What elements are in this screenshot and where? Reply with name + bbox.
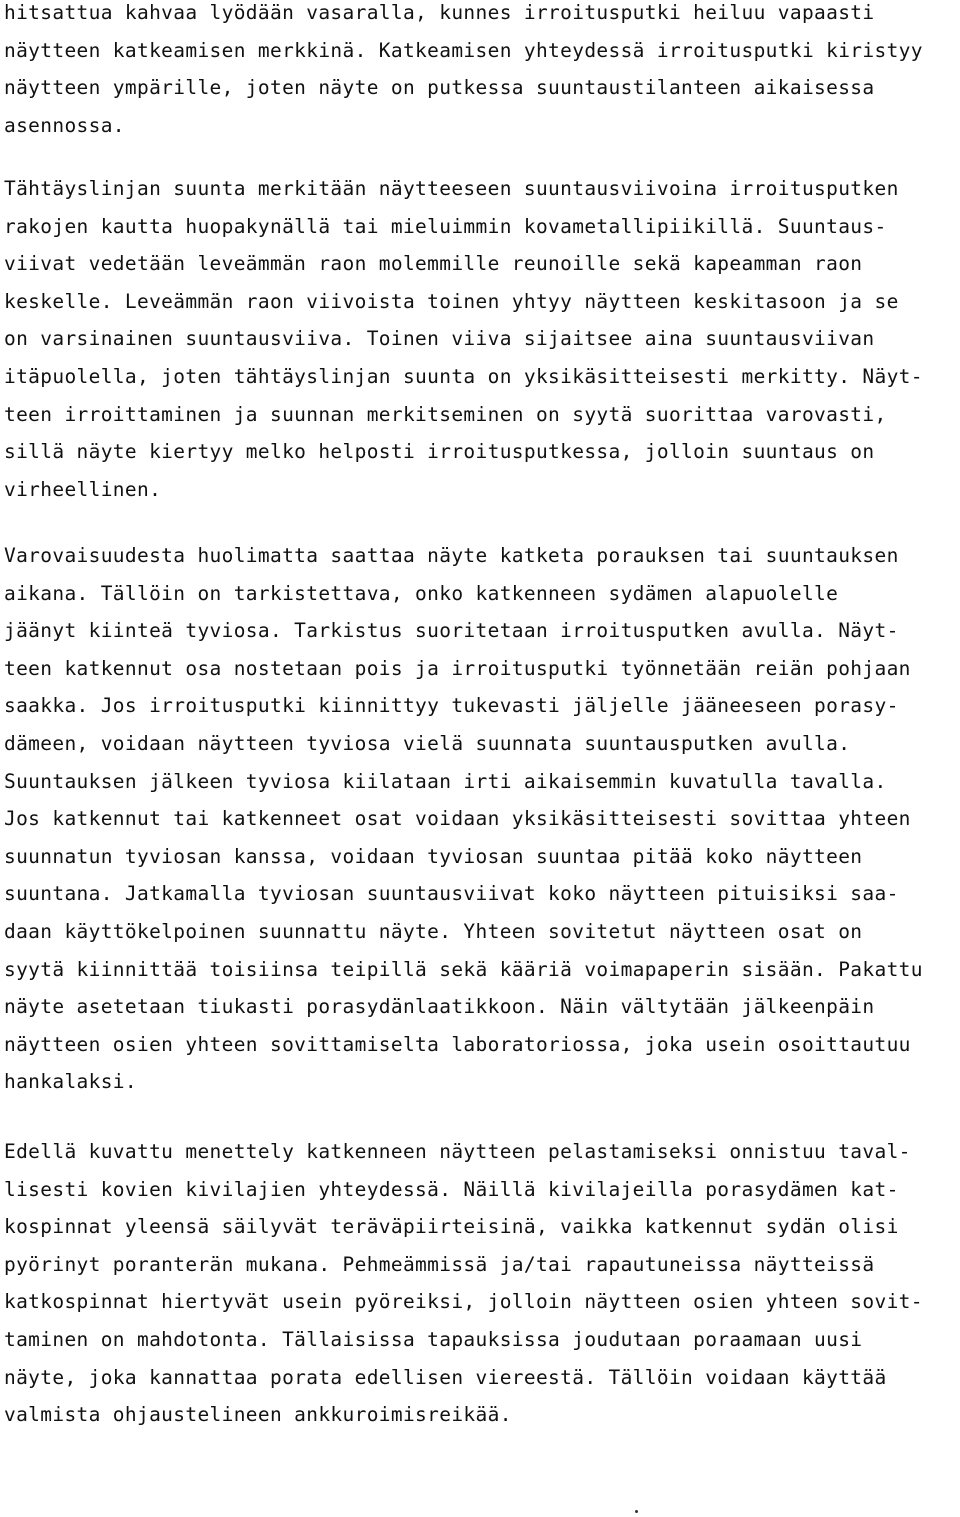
text-line: viivat vedetään leveämmän raon molemmille reunoille sekä kapeamman raon [4, 252, 863, 276]
text-line: asennossa. [4, 113, 125, 137]
text-line: keskelle. Leveämmän raon viivoista toinen yhtyy näytteen keskitasoon ja se [4, 289, 899, 313]
text-line: Tähtäyslinjan suunta merkitään näytteeseen suuntausviivoina irroitusputken [4, 177, 899, 200]
text-line: dämeen, voidaan näytteen tyviosa vielä suunnata suuntausputken avulla. [4, 731, 851, 755]
text-line: syytä kiinnittää toisiinsa teipillä sekä kääriä voimapaperin sisään. Pakattu [4, 957, 923, 981]
text-line: lisesti kovien kivilajien yhteydessä. Näillä kivilajeilla porasydämen kat- [4, 1177, 899, 1201]
text-line: näyte asetetaan tiukasti porasydänlaatikkoon. Näin vältytään jälkeenpäin [4, 995, 875, 1019]
text-line: hitsattua kahvaa lyödään vasaralla, kunnes irroitusputki heiluu vapaasti [4, 1, 875, 24]
paragraph-1 [4, 0, 923, 144]
text-line: virheellinen. [4, 477, 162, 501]
text-line: sillä näyte kiertyy melko helposti irroitusputkessa, jolloin suuntaus on [4, 440, 875, 464]
text-line: näytteen ympärille, joten näyte on putkessa suuntaustilanteen aikaisessa [4, 76, 875, 100]
text-line: on varsinainen suuntausviiva. Toinen viiva sijaitsee aina suuntausviivan [4, 327, 875, 351]
paragraph-2 [4, 170, 923, 508]
text-line: katkospinnat hiertyvät usein pyöreiksi, jolloin näytteen osien yhteen sovit- [4, 1290, 923, 1314]
paragraph-3 [4, 537, 923, 1101]
text-line: hankalaksi. [4, 1070, 137, 1094]
text-line: teen irroittaminen ja suunnan merkitseminen on syytä suorittaa varovasti, [4, 402, 887, 426]
text-line: pyörinyt poranterän mukana. Pehmeämmissä ja/tai rapautuneissa näytteissä [4, 1252, 875, 1276]
text-line: daan käyttökelpoinen suunnattu näyte. Yhteen sovitetut näytteen osat on [4, 919, 863, 943]
scan-speck [635, 1510, 638, 1513]
text-line: teen katkennut osa nostetaan pois ja irroitusputki työnnetään reiän pohjaan [4, 656, 911, 680]
text-line: itäpuolella, joten tähtäyslinjan suunta on yksikäsitteisesti merkitty. Näyt- [4, 364, 923, 388]
text-line: näytteen katkeamisen merkkinä. Katkeamisen yhteydessä irroitusputki kiristyy [4, 38, 923, 62]
text-line: rakojen kautta huopakynällä tai mieluimmin kovametallipiikillä. Suuntaus- [4, 214, 887, 238]
text-line: suuntana. Jatkamalla tyviosan suuntausviivat koko näytteen pituisiksi saa- [4, 882, 899, 906]
text-line: aikana. Tällöin on tarkistettava, onko katkenneen sydämen alapuolelle [4, 581, 839, 605]
text-line: taminen on mahdotonta. Tällaisissa tapauksissa joudutaan poraamaan uusi [4, 1327, 863, 1351]
text-line: jäänyt kiinteä tyviosa. Tarkistus suoritetaan irroitusputken avulla. Näyt- [4, 619, 899, 643]
text-line: kospinnat yleensä säilyvät teräväpiirteisinä, vaikka katkennut sydän olisi [4, 1215, 899, 1239]
text-line: suunnatun tyviosan kanssa, voidaan tyviosan suuntaa pitää koko näytteen [4, 844, 863, 868]
text-line: valmista ohjaustelineen ankkuroimisreikää. [4, 1403, 512, 1427]
text-line: näytteen osien yhteen sovittamiselta laboratoriossa, joka usein osoittautuu [4, 1032, 911, 1056]
text-line: näyte, joka kannattaa porata edellisen viereestä. Tällöin voidaan käyttää [4, 1365, 887, 1389]
text-line: Edellä kuvattu menettely katkenneen näytteen pelastamiseksi onnistuu taval- [4, 1140, 911, 1163]
text-line: Jos katkennut tai katkenneet osat voidaan yksikäsitteisesti sovittaa yhteen [4, 807, 911, 831]
text-line: Suuntauksen jälkeen tyviosa kiilataan irti aikaisemmin kuvatulla tavalla. [4, 769, 887, 793]
text-line: saakka. Jos irroitusputki kiinnittyy tukevasti jäljelle jääneeseen porasy- [4, 694, 899, 718]
paragraph-4 [4, 1133, 923, 1434]
text-line: Varovaisuudesta huolimatta saattaa näyte katketa porauksen tai suuntauksen [4, 544, 899, 567]
